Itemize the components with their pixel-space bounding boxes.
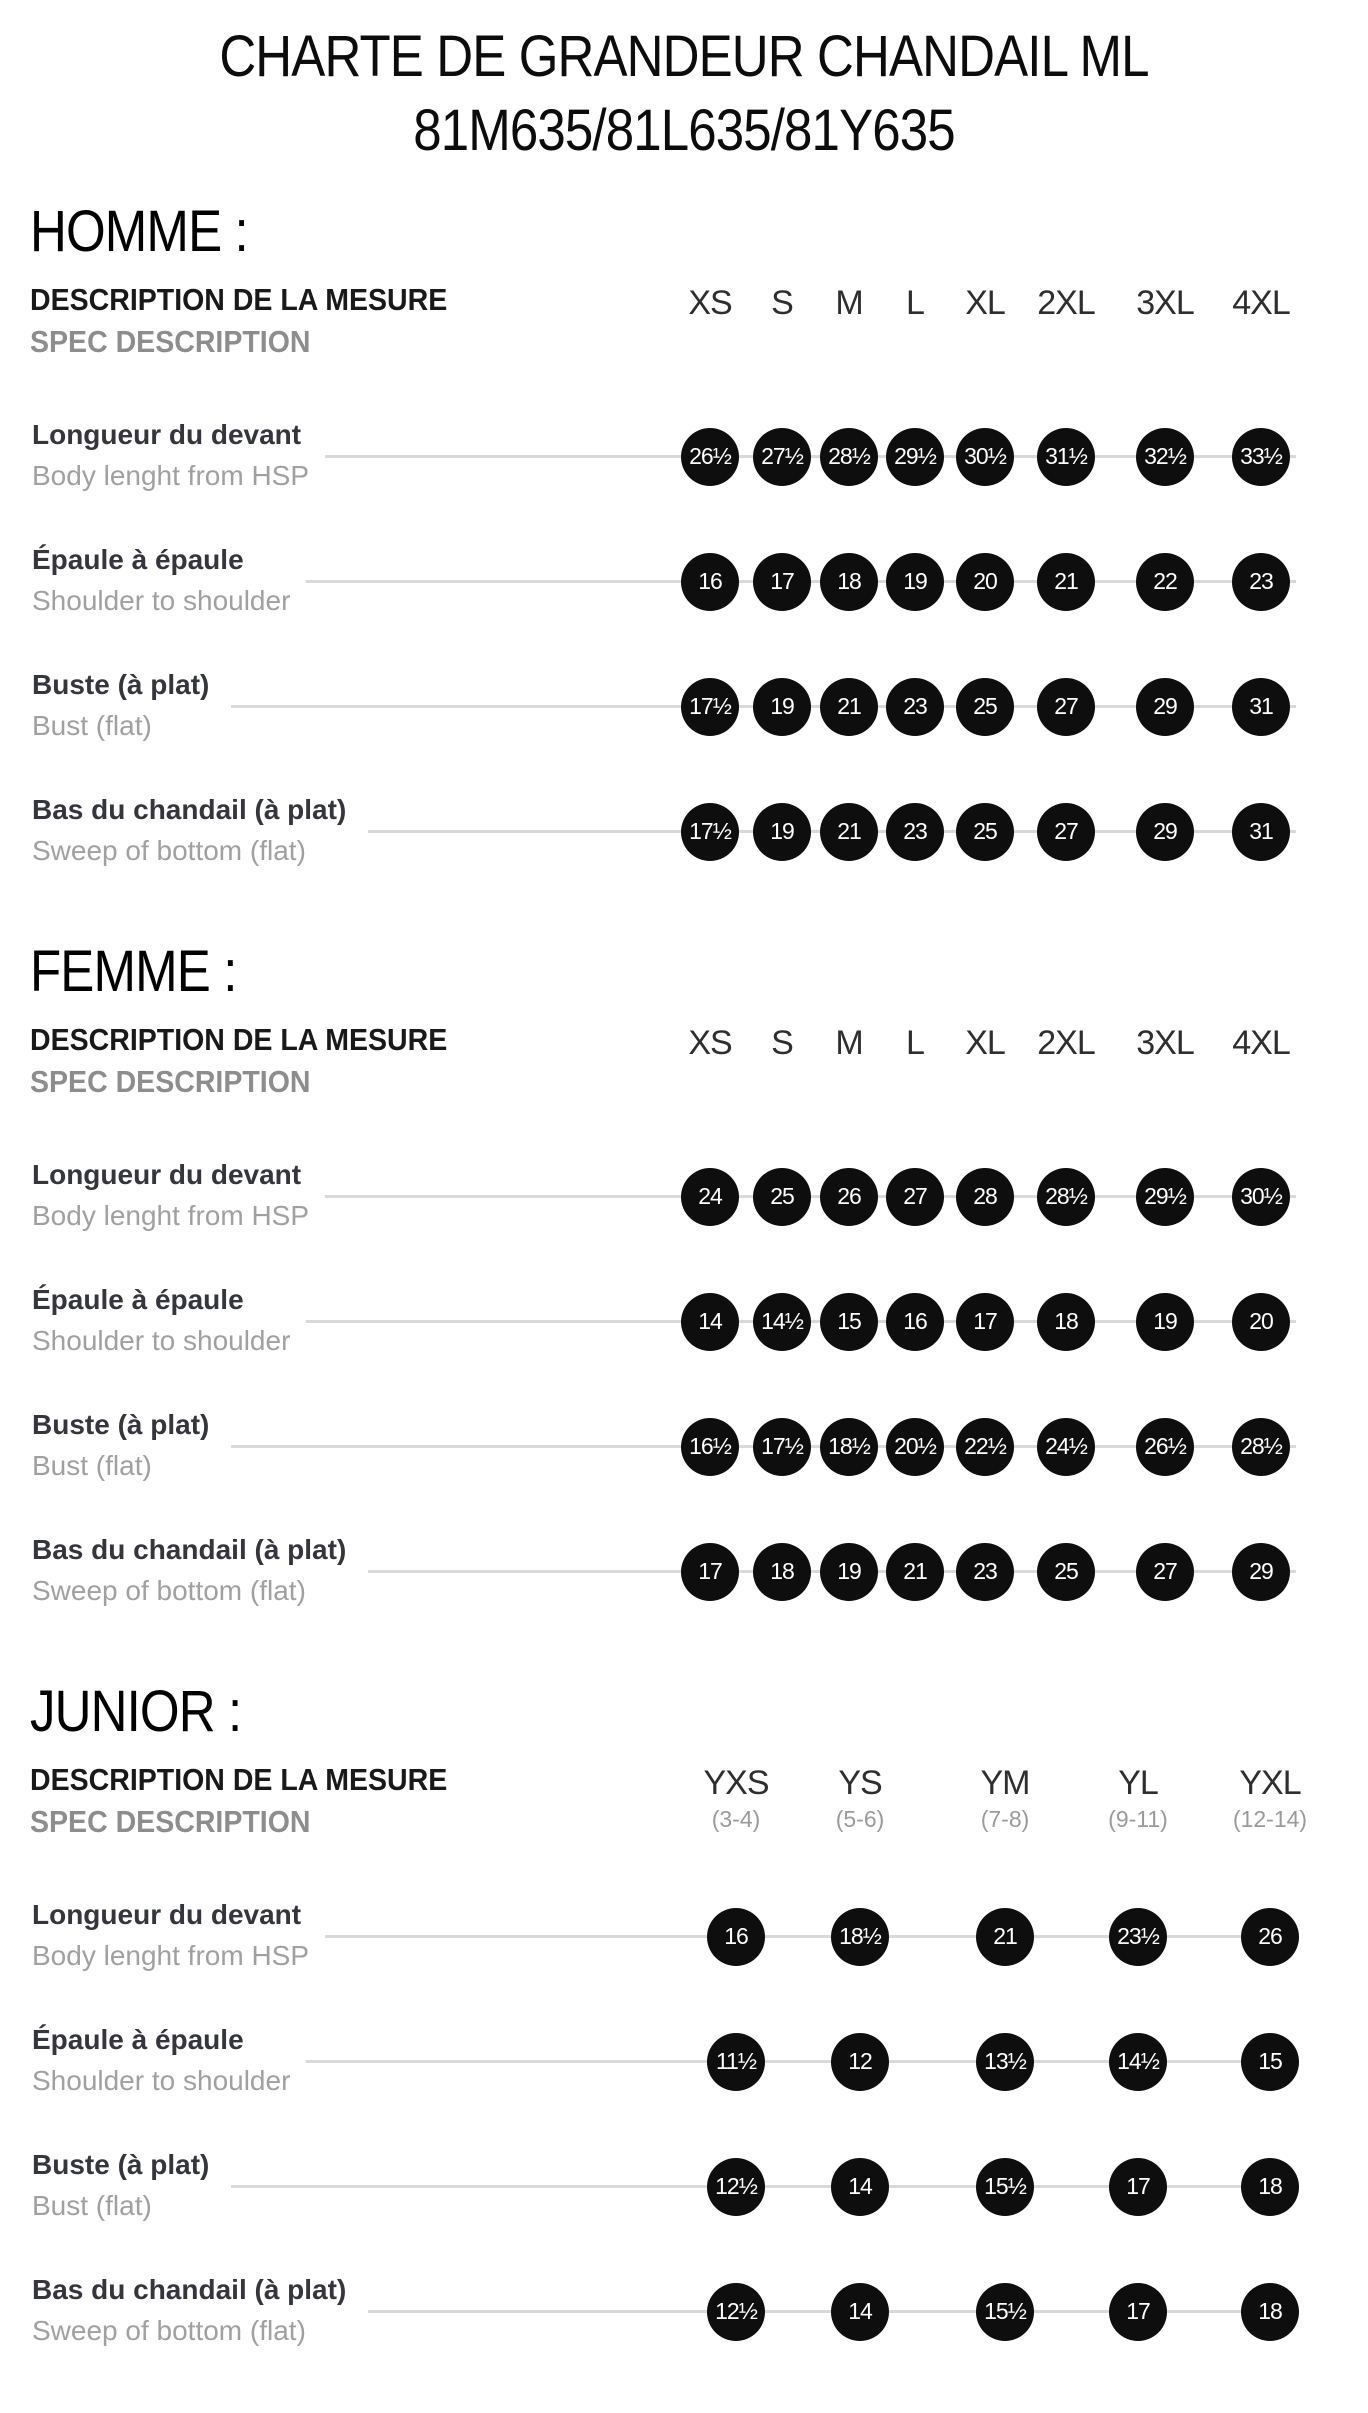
row-label-fr: Bas du chandail (à plat) bbox=[32, 2274, 352, 2306]
size-value: 12½ bbox=[715, 2173, 757, 2199]
size-circle bbox=[820, 1543, 878, 1601]
size-value: 25 bbox=[973, 693, 997, 719]
size-value: 23 bbox=[973, 1558, 997, 1584]
measure-row bbox=[0, 1509, 1368, 1634]
size-value: 21 bbox=[993, 1923, 1017, 1949]
size-value: 28½ bbox=[1240, 1433, 1282, 1459]
size-value: 29 bbox=[1153, 818, 1177, 844]
spec-description-block bbox=[30, 1762, 484, 1840]
size-value: 26½ bbox=[689, 443, 731, 469]
size-circle bbox=[956, 1293, 1014, 1351]
size-circle bbox=[1037, 1168, 1095, 1226]
measure-row bbox=[0, 769, 1368, 894]
size-value: 21 bbox=[1054, 568, 1078, 594]
spec-description-block bbox=[30, 1022, 484, 1100]
spec-description-block bbox=[30, 282, 484, 360]
size-circle bbox=[1232, 678, 1290, 736]
size-value: 14 bbox=[848, 2173, 872, 2199]
row-label bbox=[32, 1534, 352, 1607]
column-header bbox=[1232, 284, 1290, 323]
measure-row bbox=[0, 644, 1368, 769]
size-circle bbox=[681, 803, 739, 861]
size-circle bbox=[1037, 428, 1095, 486]
size-circle bbox=[753, 1418, 811, 1476]
measure-row bbox=[0, 1874, 1368, 1999]
size-value: 24½ bbox=[1045, 1433, 1087, 1459]
size-circle bbox=[820, 803, 878, 861]
row-label-fr: Bas du chandail (à plat) bbox=[32, 1534, 352, 1566]
column-size-label: XS bbox=[688, 1024, 732, 1062]
rows-container bbox=[0, 1874, 1368, 2374]
size-value: 25 bbox=[770, 1183, 794, 1209]
size-circle bbox=[1232, 1168, 1290, 1226]
size-value: 17 bbox=[1126, 2298, 1150, 2324]
size-value: 28½ bbox=[828, 443, 870, 469]
column-size-label: M bbox=[835, 284, 863, 322]
column-size-label: 4XL bbox=[1232, 1024, 1290, 1062]
row-label-en: Bust (flat) bbox=[32, 709, 152, 741]
size-value: 16 bbox=[903, 1308, 927, 1334]
size-value: 18 bbox=[770, 1558, 794, 1584]
rows-container bbox=[0, 1134, 1368, 1634]
column-size-label: YM bbox=[980, 1764, 1030, 1802]
size-circle bbox=[1241, 1908, 1299, 1966]
size-value: 31 bbox=[1249, 818, 1273, 844]
column-header bbox=[1037, 284, 1095, 323]
size-circle bbox=[1241, 2033, 1299, 2091]
size-circle bbox=[956, 678, 1014, 736]
size-circle bbox=[707, 2033, 765, 2091]
size-circle bbox=[886, 803, 944, 861]
size-value: 13½ bbox=[984, 2048, 1026, 2074]
column-size-label: YS bbox=[838, 1764, 882, 1802]
size-value: 14½ bbox=[1117, 2048, 1159, 2074]
column-header bbox=[906, 1024, 924, 1063]
column-size-label: XS bbox=[688, 284, 732, 322]
section-junior bbox=[0, 1678, 1368, 2378]
row-label-en: Body lenght from HSP bbox=[32, 1939, 310, 1971]
size-circle bbox=[1232, 803, 1290, 861]
size-circle bbox=[820, 678, 878, 736]
size-value: 19 bbox=[903, 568, 927, 594]
size-value: 14 bbox=[848, 2298, 872, 2324]
column-header bbox=[1136, 1024, 1194, 1063]
size-value: 27 bbox=[903, 1183, 927, 1209]
row-label bbox=[32, 2149, 215, 2222]
row-label-en: Shoulder to shoulder bbox=[32, 584, 291, 616]
row-label bbox=[32, 544, 290, 617]
size-value: 14½ bbox=[761, 1308, 803, 1334]
size-circle bbox=[820, 428, 878, 486]
size-circle bbox=[831, 2033, 889, 2091]
size-value: 17 bbox=[698, 1558, 722, 1584]
row-label bbox=[32, 1409, 215, 1482]
column-age-range: (3-4) bbox=[711, 1806, 761, 1832]
size-value: 29½ bbox=[894, 443, 936, 469]
column-size-label: YXS bbox=[703, 1764, 769, 1802]
column-size-label: YL bbox=[1118, 1764, 1158, 1802]
size-circle bbox=[1136, 1293, 1194, 1351]
spec-title-secondary: SPEC DESCRIPTION bbox=[30, 1064, 311, 1099]
size-circle bbox=[1232, 553, 1290, 611]
column-header bbox=[688, 284, 731, 323]
size-value: 15½ bbox=[984, 2298, 1026, 2324]
size-value: 17½ bbox=[689, 818, 731, 844]
size-value: 28½ bbox=[1045, 1183, 1087, 1209]
size-circle bbox=[753, 803, 811, 861]
column-age-range: (5-6) bbox=[835, 1806, 885, 1832]
size-circle bbox=[886, 1293, 944, 1351]
size-value: 16½ bbox=[689, 1433, 731, 1459]
size-value: 22½ bbox=[964, 1433, 1006, 1459]
size-circle bbox=[1037, 1293, 1095, 1351]
spec-title-primary: DESCRIPTION DE LA MESURE bbox=[30, 1022, 448, 1057]
measure-row bbox=[0, 519, 1368, 644]
column-header bbox=[1233, 1764, 1307, 1833]
size-value: 27 bbox=[1054, 818, 1078, 844]
size-value: 29½ bbox=[1144, 1183, 1186, 1209]
column-size-label: 2XL bbox=[1037, 284, 1095, 322]
size-circle bbox=[1136, 553, 1194, 611]
size-value: 20½ bbox=[894, 1433, 936, 1459]
size-circle bbox=[681, 1543, 739, 1601]
size-circle bbox=[1232, 1418, 1290, 1476]
size-circle bbox=[976, 1908, 1034, 1966]
size-value: 16 bbox=[698, 568, 722, 594]
size-value: 22 bbox=[1153, 568, 1177, 594]
row-label bbox=[32, 2024, 290, 2097]
column-header bbox=[965, 284, 1005, 323]
row-label bbox=[32, 1899, 309, 1972]
size-circle bbox=[1232, 1293, 1290, 1351]
size-value: 20 bbox=[1249, 1308, 1273, 1334]
column-header bbox=[906, 284, 924, 323]
size-value: 18 bbox=[1258, 2173, 1282, 2199]
row-label-en: Sweep of bottom (flat) bbox=[32, 834, 306, 866]
size-value: 15 bbox=[1258, 2048, 1282, 2074]
size-value: 21 bbox=[837, 693, 861, 719]
size-circle bbox=[1136, 1418, 1194, 1476]
measure-row bbox=[0, 1384, 1368, 1509]
size-circle bbox=[1109, 2283, 1167, 2341]
section-title: JUNIOR : bbox=[30, 1679, 242, 1744]
size-value: 19 bbox=[770, 818, 794, 844]
column-header bbox=[965, 1024, 1005, 1063]
size-value: 30½ bbox=[1240, 1183, 1282, 1209]
size-value: 18½ bbox=[839, 1923, 881, 1949]
size-circle bbox=[831, 1908, 889, 1966]
column-size-label: 2XL bbox=[1037, 1024, 1095, 1062]
size-value: 29 bbox=[1249, 1558, 1273, 1584]
column-header bbox=[771, 284, 793, 323]
size-circle bbox=[1109, 2033, 1167, 2091]
size-circle bbox=[820, 1168, 878, 1226]
size-value: 15½ bbox=[984, 2173, 1026, 2199]
size-value: 26 bbox=[837, 1183, 861, 1209]
section-femme bbox=[0, 938, 1368, 1638]
size-circle bbox=[1136, 803, 1194, 861]
size-value: 19 bbox=[1153, 1308, 1177, 1334]
size-value: 27 bbox=[1153, 1558, 1177, 1584]
size-circle bbox=[681, 428, 739, 486]
page-title bbox=[82, 20, 1286, 168]
size-circle bbox=[886, 553, 944, 611]
size-value: 23½ bbox=[1117, 1923, 1159, 1949]
size-circle bbox=[1241, 2158, 1299, 2216]
measure-row bbox=[0, 2124, 1368, 2249]
size-value: 19 bbox=[770, 693, 794, 719]
column-header bbox=[835, 284, 862, 323]
row-label bbox=[32, 794, 352, 867]
size-circle bbox=[1109, 1908, 1167, 1966]
size-value: 20 bbox=[973, 568, 997, 594]
size-circle bbox=[753, 1543, 811, 1601]
row-label-fr: Épaule à épaule bbox=[32, 2024, 290, 2056]
size-circle bbox=[831, 2158, 889, 2216]
size-circle bbox=[886, 678, 944, 736]
size-value: 31½ bbox=[1045, 443, 1087, 469]
size-circle bbox=[707, 2158, 765, 2216]
size-circle bbox=[820, 1293, 878, 1351]
row-label-fr: Buste (à plat) bbox=[32, 1409, 215, 1441]
size-circle bbox=[820, 1418, 878, 1476]
size-value: 31 bbox=[1249, 693, 1273, 719]
size-circle bbox=[956, 1168, 1014, 1226]
size-value: 14 bbox=[698, 1308, 722, 1334]
size-circle bbox=[1232, 428, 1290, 486]
size-value: 23 bbox=[1249, 568, 1273, 594]
column-size-label: S bbox=[771, 284, 793, 322]
size-circle bbox=[886, 1418, 944, 1476]
size-circle bbox=[1136, 1543, 1194, 1601]
row-label bbox=[32, 419, 309, 492]
size-circle bbox=[820, 553, 878, 611]
size-circle bbox=[956, 1418, 1014, 1476]
size-circle bbox=[1136, 678, 1194, 736]
page-title-line1: CHARTE DE GRANDEUR CHANDAIL ML bbox=[219, 24, 1149, 89]
size-circle bbox=[753, 678, 811, 736]
size-circle bbox=[1136, 1168, 1194, 1226]
measure-row bbox=[0, 1259, 1368, 1384]
size-value: 21 bbox=[837, 818, 861, 844]
column-age-range: (7-8) bbox=[980, 1806, 1030, 1832]
row-label-fr: Épaule à épaule bbox=[32, 544, 290, 576]
size-circle bbox=[886, 1168, 944, 1226]
column-header bbox=[1232, 1024, 1290, 1063]
size-value: 26½ bbox=[1144, 1433, 1186, 1459]
size-circle bbox=[1241, 2283, 1299, 2341]
row-label-fr: Longueur du devant bbox=[32, 1899, 309, 1931]
row-label-en: Shoulder to shoulder bbox=[32, 2064, 291, 2096]
size-value: 29 bbox=[1153, 693, 1177, 719]
size-value: 30½ bbox=[964, 443, 1006, 469]
table-header bbox=[0, 282, 1368, 394]
row-label-en: Body lenght from HSP bbox=[32, 1199, 310, 1231]
column-size-label: 3XL bbox=[1136, 1024, 1194, 1062]
column-header bbox=[703, 1764, 768, 1833]
size-value: 27 bbox=[1054, 693, 1078, 719]
measure-row bbox=[0, 1134, 1368, 1259]
size-circle bbox=[1232, 1543, 1290, 1601]
size-value: 18½ bbox=[828, 1433, 870, 1459]
spec-title-secondary: SPEC DESCRIPTION bbox=[30, 324, 311, 359]
size-value: 25 bbox=[1054, 1558, 1078, 1584]
column-header bbox=[835, 1024, 862, 1063]
column-age-range: (12-14) bbox=[1232, 1806, 1308, 1832]
size-circle bbox=[976, 2283, 1034, 2341]
column-size-label: 3XL bbox=[1136, 284, 1194, 322]
size-circle bbox=[1136, 428, 1194, 486]
column-size-label: YXL bbox=[1239, 1764, 1301, 1802]
column-header bbox=[688, 1024, 731, 1063]
size-value: 18 bbox=[1258, 2298, 1282, 2324]
row-label-fr: Longueur du devant bbox=[32, 419, 309, 451]
size-value: 23 bbox=[903, 693, 927, 719]
table-header bbox=[0, 1022, 1368, 1134]
row-label-fr: Longueur du devant bbox=[32, 1159, 309, 1191]
size-circle bbox=[956, 428, 1014, 486]
measure-row bbox=[0, 2249, 1368, 2374]
column-header bbox=[771, 1024, 793, 1063]
size-value: 24 bbox=[698, 1183, 722, 1209]
column-header bbox=[1136, 284, 1194, 323]
rows-container bbox=[0, 394, 1368, 894]
spec-title-primary: DESCRIPTION DE LA MESURE bbox=[30, 1762, 448, 1797]
column-size-label: L bbox=[906, 1024, 924, 1062]
size-circle bbox=[1109, 2158, 1167, 2216]
size-value: 33½ bbox=[1240, 443, 1282, 469]
row-label-fr: Buste (à plat) bbox=[32, 2149, 215, 2181]
row-label-fr: Épaule à épaule bbox=[32, 1284, 290, 1316]
row-label-en: Body lenght from HSP bbox=[32, 459, 310, 491]
size-circle bbox=[956, 553, 1014, 611]
row-label bbox=[32, 2274, 352, 2347]
size-circle bbox=[753, 1293, 811, 1351]
size-circle bbox=[707, 2283, 765, 2341]
size-value: 16 bbox=[724, 1923, 748, 1949]
column-size-label: 4XL bbox=[1232, 284, 1290, 322]
row-label-en: Sweep of bottom (flat) bbox=[32, 2314, 306, 2346]
size-circle bbox=[753, 1168, 811, 1226]
column-size-label: XL bbox=[965, 1024, 1005, 1062]
size-circle bbox=[753, 553, 811, 611]
size-circle bbox=[753, 428, 811, 486]
size-circle bbox=[976, 2158, 1034, 2216]
size-circle bbox=[956, 1543, 1014, 1601]
size-value: 12½ bbox=[715, 2298, 757, 2324]
size-value: 15 bbox=[837, 1308, 861, 1334]
column-header bbox=[836, 1764, 885, 1833]
size-value: 18 bbox=[1054, 1308, 1078, 1334]
column-age-range: (9-11) bbox=[1108, 1806, 1168, 1832]
size-value: 25 bbox=[973, 818, 997, 844]
page-title-line2: 81M635/81L635/81Y635 bbox=[413, 98, 955, 163]
row-label-fr: Bas du chandail (à plat) bbox=[32, 794, 352, 826]
size-value: 17 bbox=[770, 568, 794, 594]
column-size-label: M bbox=[835, 1024, 863, 1062]
size-value: 17½ bbox=[689, 693, 731, 719]
size-circle bbox=[681, 678, 739, 736]
column-size-label: S bbox=[771, 1024, 793, 1062]
spec-title-primary: DESCRIPTION DE LA MESURE bbox=[30, 282, 448, 317]
size-value: 11½ bbox=[715, 2048, 757, 2074]
size-value: 17 bbox=[973, 1308, 997, 1334]
size-value: 12 bbox=[848, 2048, 872, 2074]
spec-title-secondary: SPEC DESCRIPTION bbox=[30, 1804, 311, 1839]
size-circle bbox=[681, 1168, 739, 1226]
column-header bbox=[981, 1764, 1030, 1833]
column-size-label: XL bbox=[965, 284, 1005, 322]
size-value: 21 bbox=[903, 1558, 927, 1584]
row-label bbox=[32, 1284, 290, 1357]
row-label-en: Bust (flat) bbox=[32, 1449, 152, 1481]
size-circle bbox=[956, 803, 1014, 861]
column-header bbox=[1037, 1024, 1095, 1063]
size-value: 26 bbox=[1258, 1923, 1282, 1949]
measure-row bbox=[0, 1999, 1368, 2124]
size-circle bbox=[976, 2033, 1034, 2091]
row-label-en: Bust (flat) bbox=[32, 2189, 152, 2221]
column-size-label: L bbox=[906, 284, 924, 322]
size-circle bbox=[886, 1543, 944, 1601]
size-value: 32½ bbox=[1144, 443, 1186, 469]
size-circle bbox=[681, 1293, 739, 1351]
size-value: 19 bbox=[837, 1558, 861, 1584]
table-header bbox=[0, 1762, 1368, 1874]
measure-row bbox=[0, 394, 1368, 519]
section-title: FEMME : bbox=[30, 939, 237, 1004]
size-value: 27½ bbox=[761, 443, 803, 469]
size-circle bbox=[1037, 803, 1095, 861]
row-label-en: Shoulder to shoulder bbox=[32, 1324, 291, 1356]
size-circle bbox=[681, 1418, 739, 1476]
size-value: 17 bbox=[1126, 2173, 1150, 2199]
size-circle bbox=[831, 2283, 889, 2341]
size-value: 28 bbox=[973, 1183, 997, 1209]
row-label-fr: Buste (à plat) bbox=[32, 669, 215, 701]
size-circle bbox=[1037, 678, 1095, 736]
size-circle bbox=[681, 553, 739, 611]
size-value: 23 bbox=[903, 818, 927, 844]
row-label bbox=[32, 669, 215, 742]
size-circle bbox=[1037, 1543, 1095, 1601]
size-value: 18 bbox=[837, 568, 861, 594]
size-circle bbox=[886, 428, 944, 486]
size-circle bbox=[707, 1908, 765, 1966]
row-label bbox=[32, 1159, 309, 1232]
size-circle bbox=[1037, 1418, 1095, 1476]
size-circle bbox=[1037, 553, 1095, 611]
size-value: 17½ bbox=[761, 1433, 803, 1459]
row-label-en: Sweep of bottom (flat) bbox=[32, 1574, 306, 1606]
column-header bbox=[1108, 1764, 1168, 1833]
section-homme bbox=[0, 198, 1368, 898]
section-title: HOMME : bbox=[30, 199, 248, 264]
